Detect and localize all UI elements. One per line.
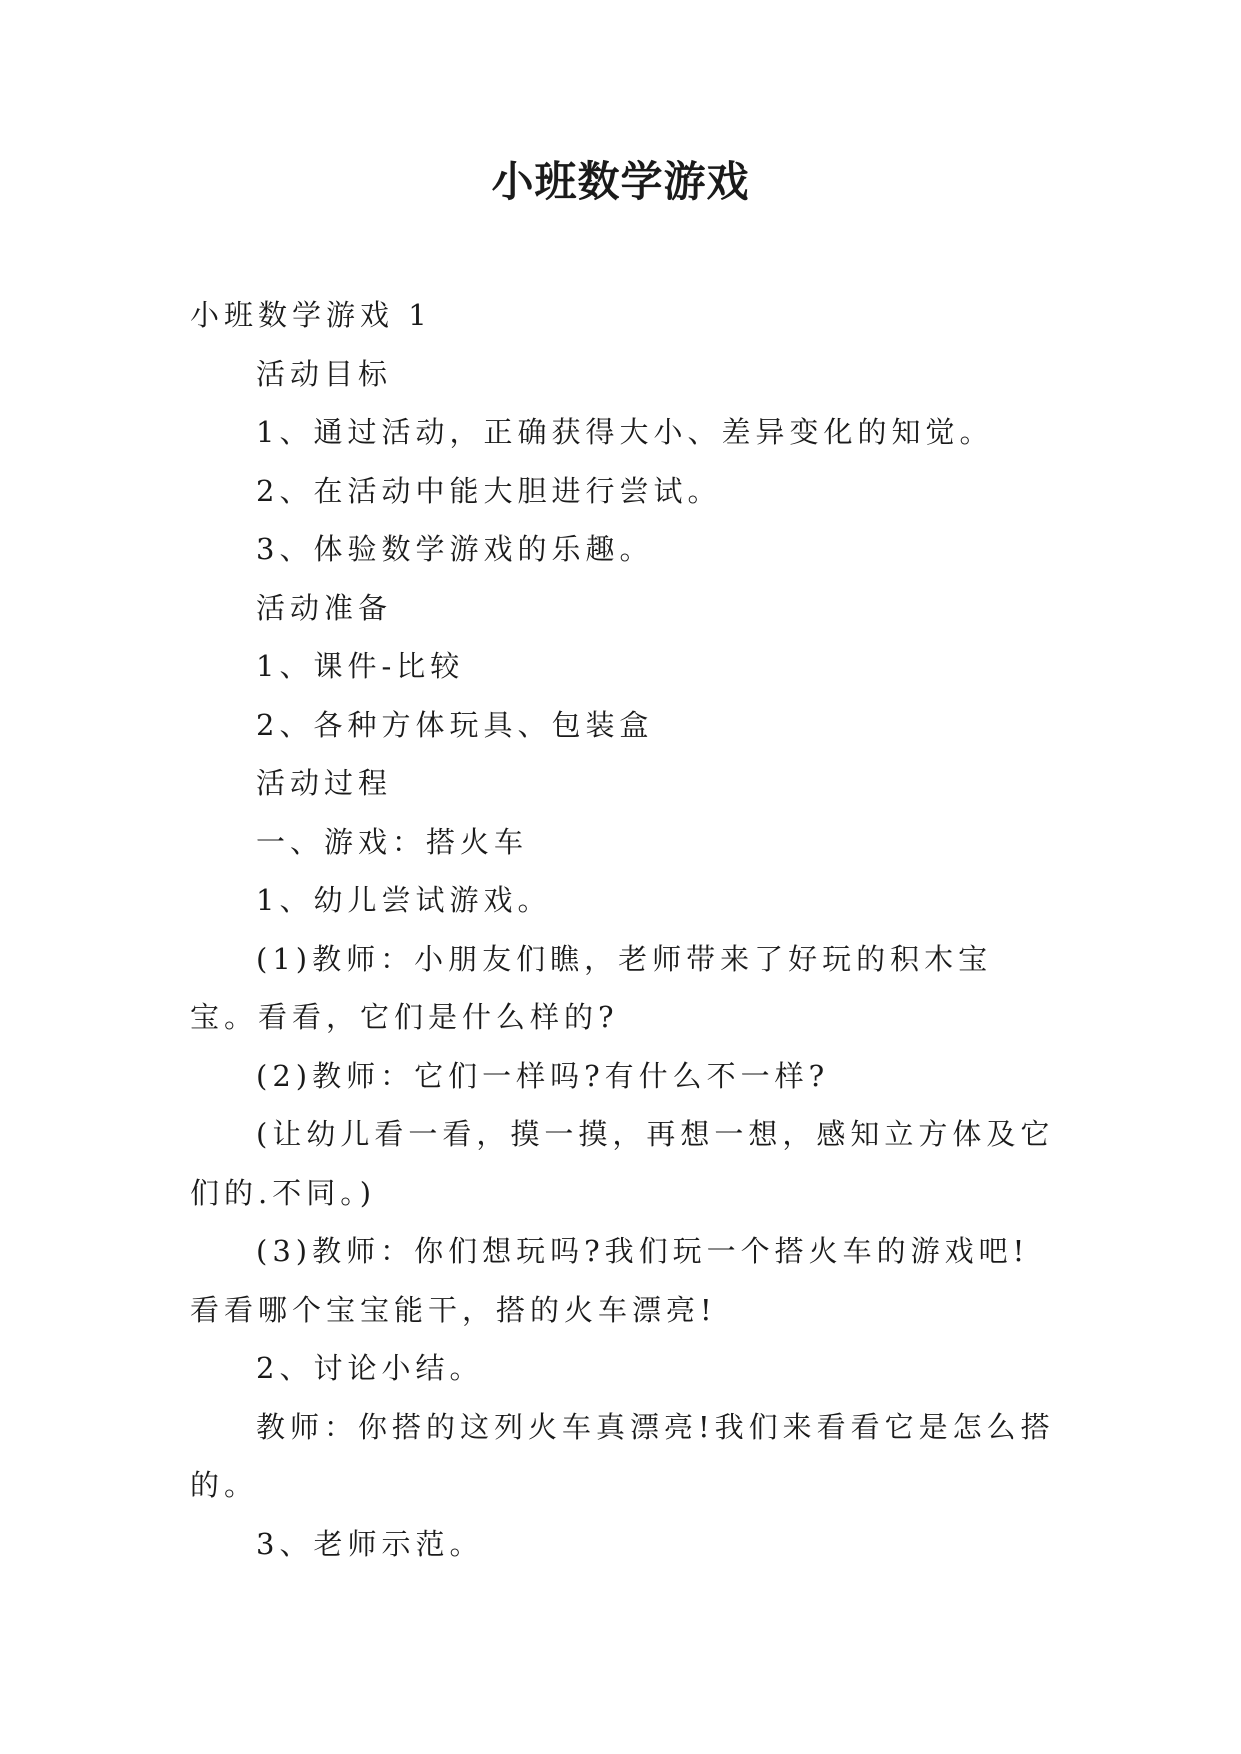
paragraph-prep-2: 2、各种方体玩具、包装盒	[256, 707, 654, 742]
document-title: 小班数学游戏	[491, 157, 750, 206]
paragraph-prep-heading: 活动准备	[256, 590, 393, 625]
paragraph-step-2: 2、讨论小结。	[256, 1351, 484, 1385]
paragraph-process-heading: 活动过程	[256, 766, 393, 800]
paragraph-goal-3: 3、体验数学游戏的乐趣。	[256, 532, 654, 566]
paragraph-goal-1: 1、通过活动，正确获得大小、差异变化的知觉。	[256, 415, 994, 449]
paragraph-step-3: 3、老师示范。	[256, 1526, 484, 1561]
paragraph-teacher-summary: 教师：你搭的这列火车真漂亮!我们来看看它是怎么搭的。	[190, 1409, 1055, 1502]
paragraph-prep-1: 1、课件-比较	[256, 649, 465, 683]
paragraph-step-1: 1、幼儿尝试游戏。	[256, 883, 552, 917]
document-body	[190, 286, 1060, 1573]
section-heading: 小班数学游戏 1	[190, 298, 432, 332]
paragraph-goal-2: 2、在活动中能大胆进行尝试。	[256, 473, 722, 508]
paragraph-note: (让幼儿看一看，摸一摸，再想一想，感知立方体及它们的.不同。)	[190, 1117, 1055, 1210]
paragraph-goals-heading: 活动目标	[256, 356, 393, 391]
paragraph-game-heading: 一、游戏：搭火车	[256, 824, 529, 859]
paragraph-teacher-1: (1)教师：小朋友们瞧，老师带来了好玩的积木宝宝。看看，它们是什么样的?	[190, 941, 993, 1034]
paragraph-teacher-2: (2)教师：它们一样吗?有什么不一样?	[256, 1058, 830, 1093]
paragraph-teacher-3: (3)教师：你们想玩吗?我们玩一个搭火车的游戏吧!看看哪个宝宝能干，搭的火车漂亮!	[190, 1234, 1030, 1327]
